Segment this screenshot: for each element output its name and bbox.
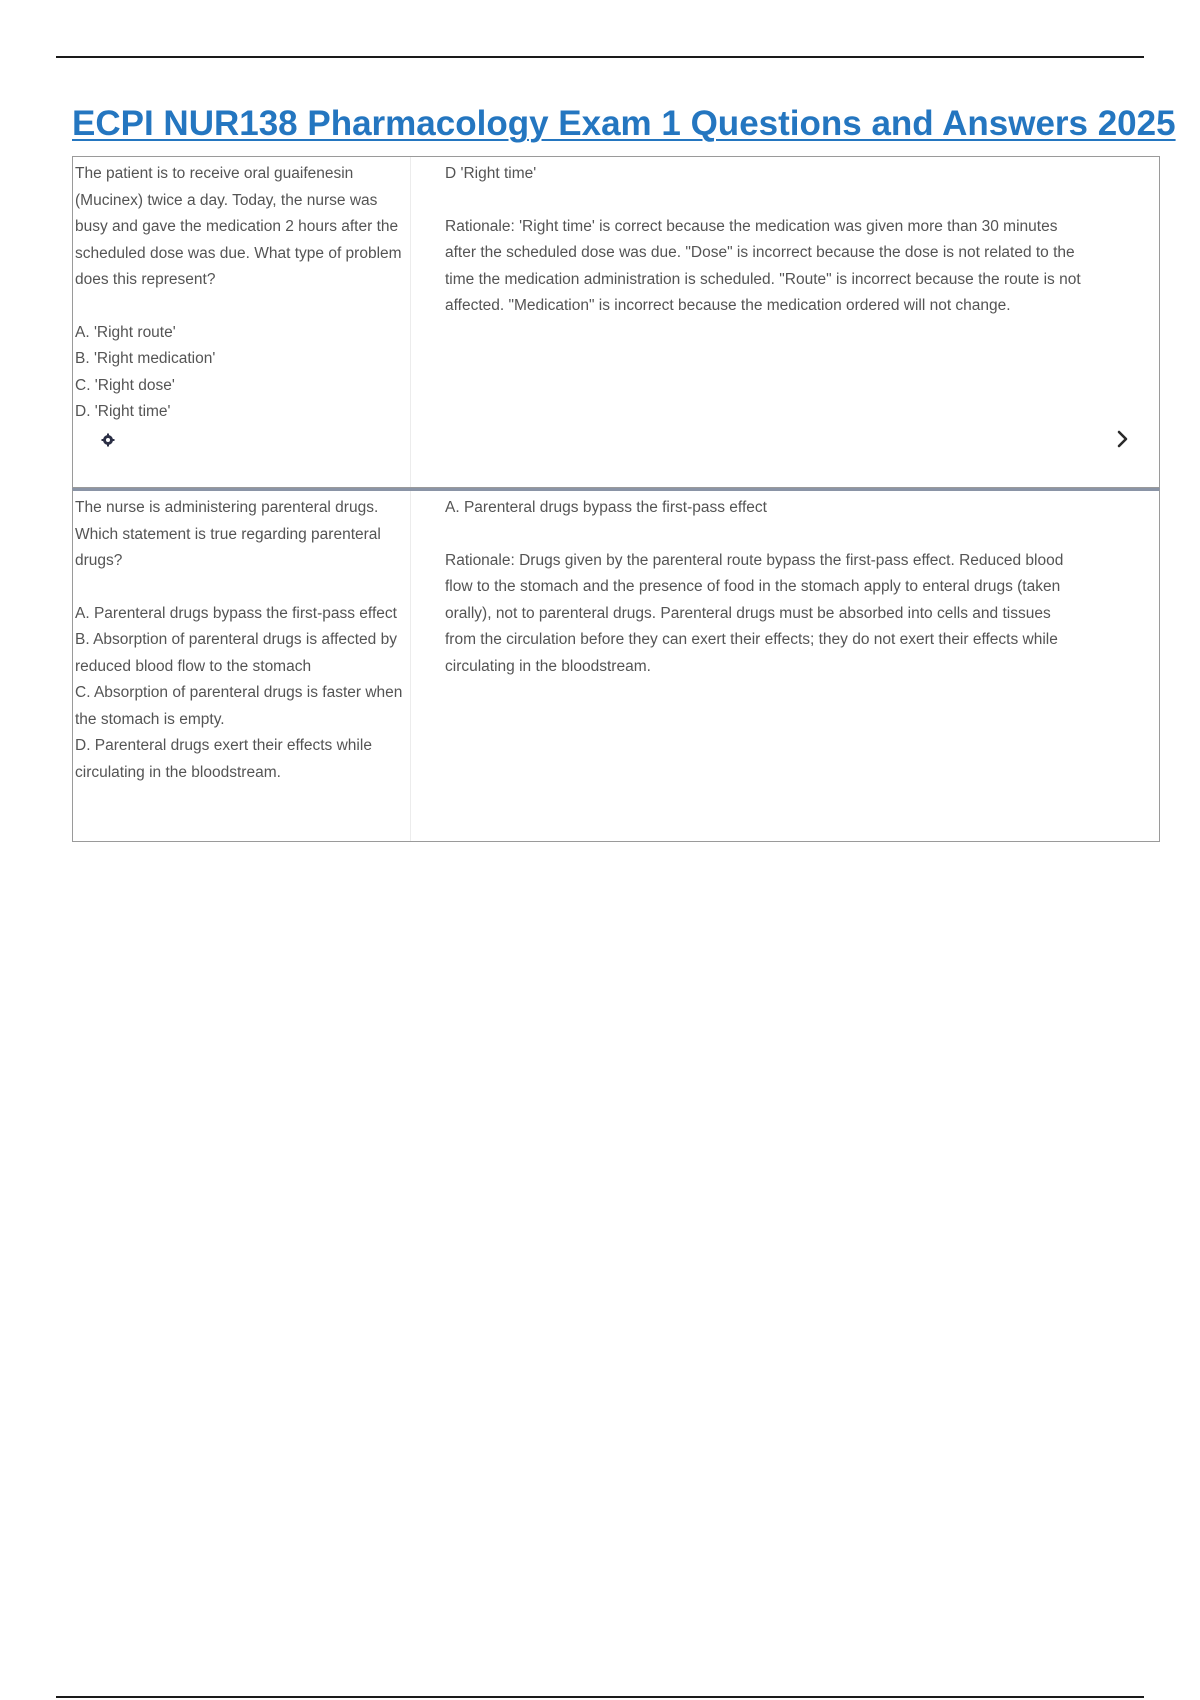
option-c: C. 'Right dose' — [75, 376, 175, 394]
answer-text: A. Parenteral drugs bypass the first-pass effect — [445, 499, 767, 516]
flashcard-1 — [72, 156, 1160, 488]
option-a: A. Parenteral drugs bypass the first-pass effect — [75, 604, 397, 622]
document-title: ECPI NUR138 Pharmacology Exam 1 Questions and Answers 2025 — [72, 104, 1176, 143]
answer-column — [445, 161, 1085, 320]
option-b: B. 'Right medication' — [75, 350, 216, 367]
question-column — [73, 491, 408, 841]
option-c: C. Absorption of parenteral drugs is faster when the stomach is empty. — [75, 684, 403, 728]
column-divider — [410, 157, 411, 487]
question-text: The nurse is administering parenteral drugs. Which statement is true regarding parenteral drugs? — [75, 499, 381, 569]
question-text: The patient is to receive oral guaifenesin (Mucinex) twice a day. Today, the nurse was busy and gave the medication 2 hours after the scheduled dose was due. What type of problem does this represent? — [75, 165, 402, 288]
answer-column — [445, 495, 1085, 680]
question-column — [73, 157, 408, 487]
footer-rule — [56, 1696, 1144, 1698]
column-divider — [410, 491, 411, 841]
option-d: D. 'Right time' — [75, 403, 171, 420]
rationale-text: Rationale: 'Right time' is correct because the medication was given more than 30 minutes after the scheduled dose was due. "Dose" is incorrect because the dose is not related to the time the medication administration is scheduled. "Route" is incorrect because the route is not affected. "Medication" is incorrect because the medication ordered will not change. — [445, 217, 1081, 314]
flashcard-2 — [72, 488, 1160, 842]
rationale-text: Rationale: Drugs given by the parenteral route bypass the first-pass effect. Reduced blood flow to the stomach and the presence of food in the stomach apply to enteral drugs (taken orally), not to parenteral drugs. Parenteral drugs must be absorbed into cells and tissues from the circulation before they can exert their effects; they do not exert their effects while circulating in the bloodstream. — [445, 551, 1064, 675]
option-a: A. 'Right route' — [75, 323, 176, 341]
gear-icon[interactable] — [101, 433, 115, 447]
option-d: D. Parenteral drugs exert their effects while circulating in the bloodstream. — [75, 737, 372, 781]
header-rule — [56, 56, 1144, 58]
answer-text: D 'Right time' — [445, 165, 537, 182]
chevron-right-icon[interactable] — [1115, 427, 1131, 451]
option-b: B. Absorption of parenteral drugs is affected by reduced blood flow to the stomach — [75, 631, 397, 675]
